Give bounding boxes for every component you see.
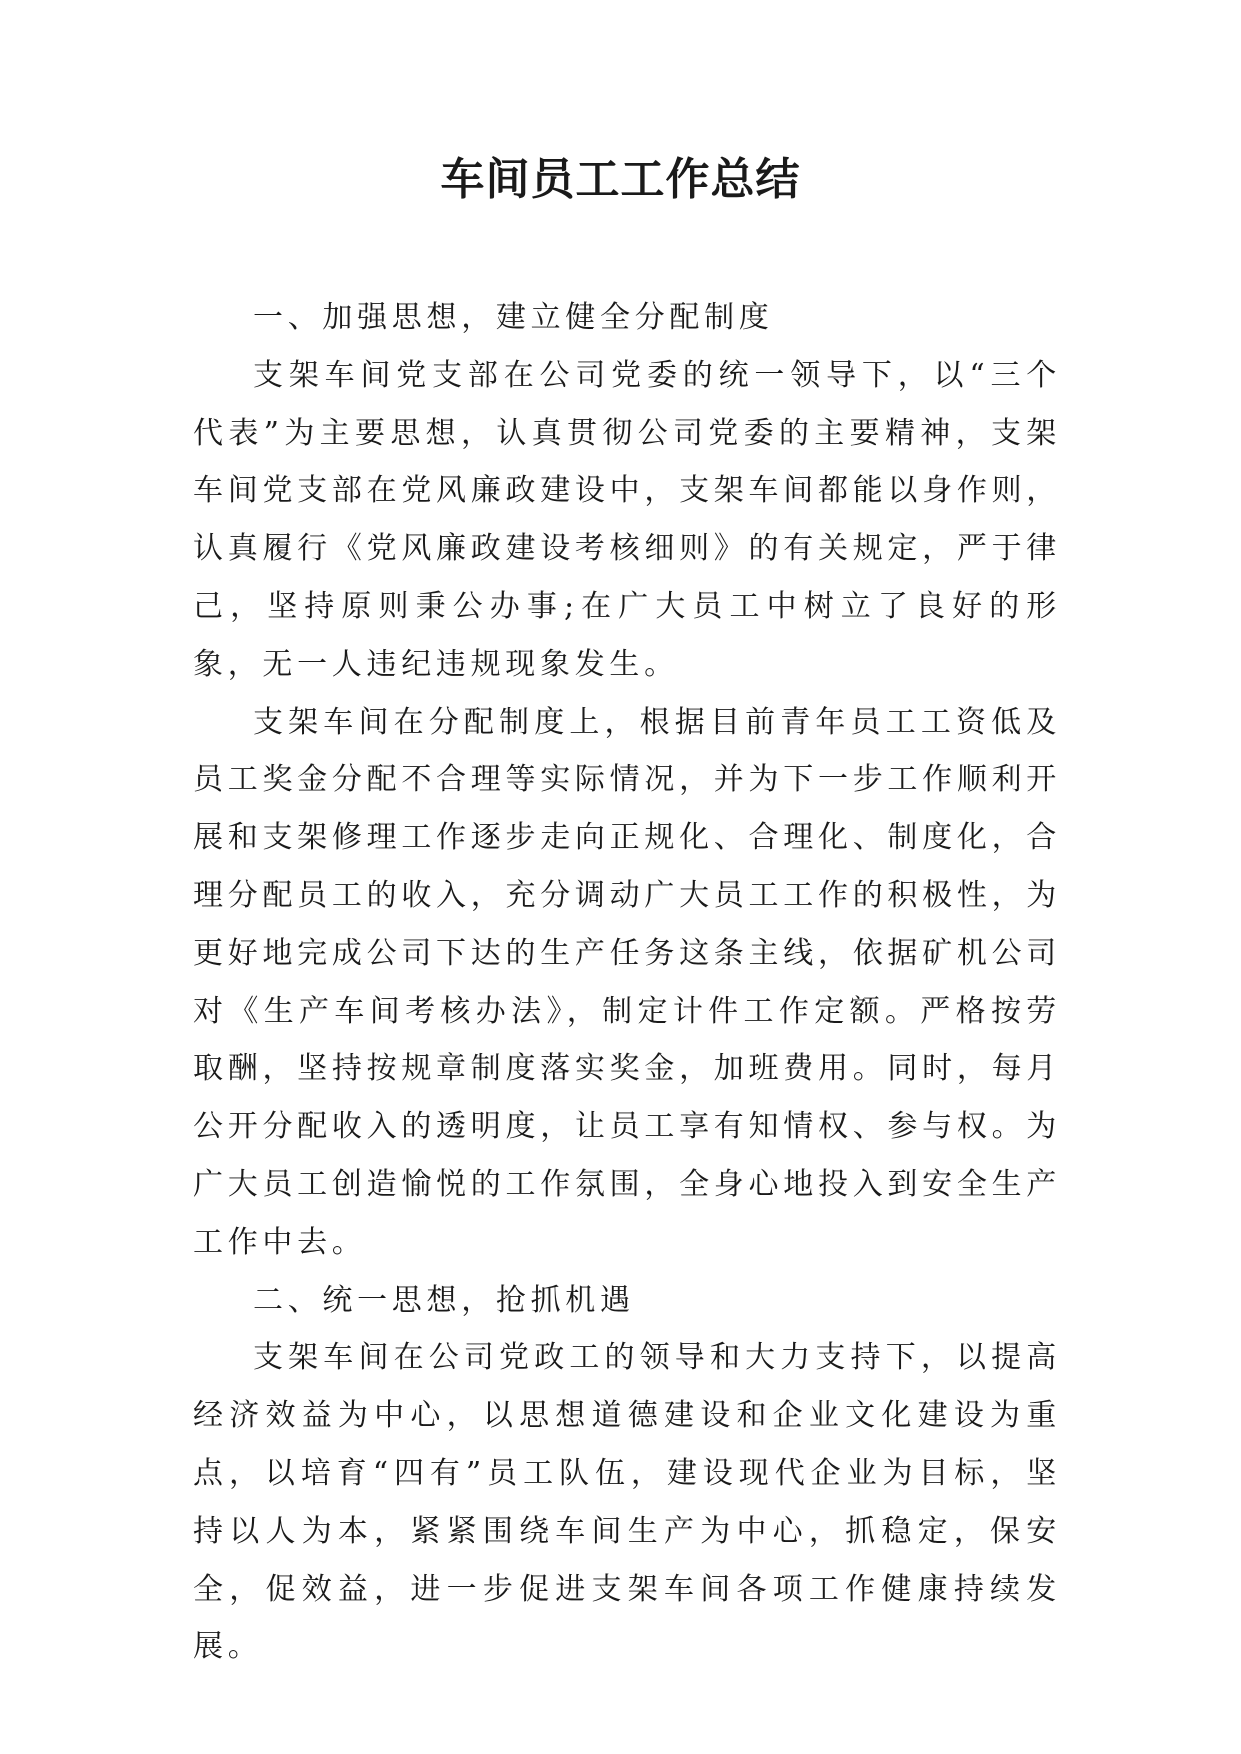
- section-heading-1: 一、加强思想，建立健全分配制度: [253, 300, 774, 335]
- body-paragraph-3: 支架车间在公司党政工的领导和大力支持下，以提高经济效益为中心，以思想道德建设和企业文化建设为重点，以培育“四有”员工队伍，建设现代企业为目标，坚持以人为本，紧紧围绕车间生产为中心，抓稳定，保安全，促效益，进一步促进支架车间各项工作健康持续发展。: [193, 1340, 1061, 1665]
- document-title: 车间员工工作总结: [440, 154, 801, 205]
- section-heading-2: 二、统一思想，抢抓机遇: [253, 1282, 635, 1318]
- body-paragraph-2: 支架车间在分配制度上，根据目前青年员工工资低及员工奖金分配不合理等实际情况，并为下一步工作顺利开展和支架修理工作逐步走向正规化、合理化、制度化，合理分配员工的收入，充分调动广大员工工作的积极性，为更好地完成公司下达的生产任务这条主线，依据矿机公司对《生产车间考核办法》，制定计件工作定额。严格按劳取酬，坚持按规章制度落实奖金，加班费用。同时，每月公开分配收入的透明度，让员工享有知情权、参与权。为广大员工创造愉悦的工作氛围，全身心地投入到安全生产工作中去。: [193, 704, 1061, 1260]
- body-paragraph-1: 支架车间党支部在公司党委的统一领导下，以“三个代表”为主要思想，认真贯彻公司党委的主要精神，支架车间党支部在党风廉政建设中，支架车间都能以身作则，认真履行《党风廉政建设考核细则》的有关规定，严于律己，坚持原则秉公办事;在广大员工中树立了良好的形象，无一人违纪违规现象发生。: [193, 357, 1061, 682]
- document-body: [193, 289, 1061, 1676]
